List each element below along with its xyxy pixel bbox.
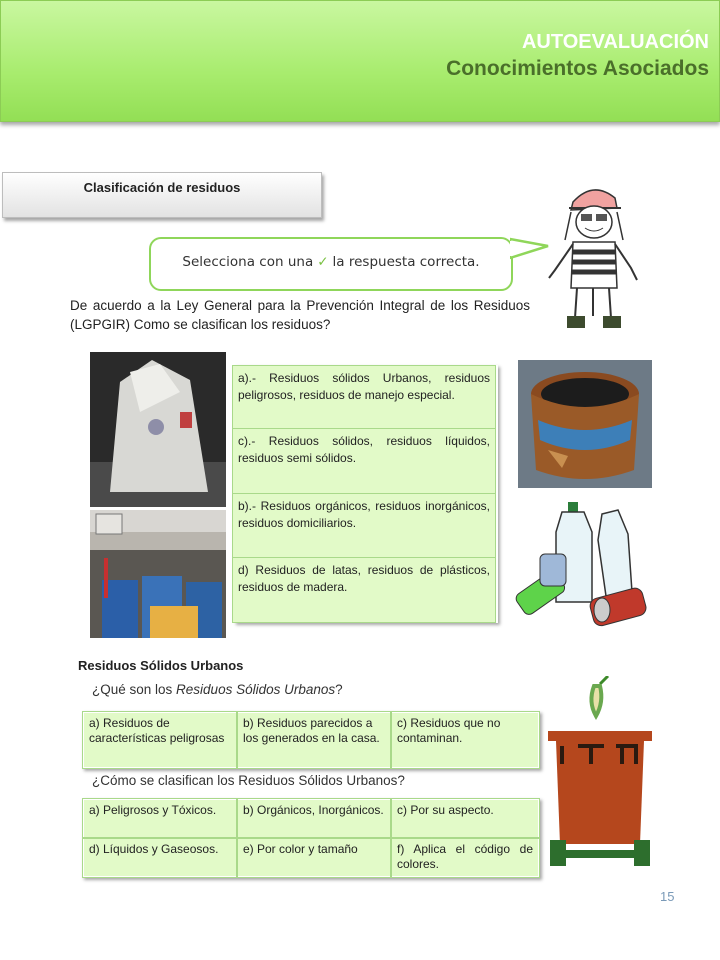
question-1 bbox=[92, 682, 343, 697]
answer-1b[interactable]: b) Residuos parecidos a los generados en la casa. bbox=[237, 712, 391, 768]
answer-2e[interactable]: e) Por color y tamaño bbox=[237, 838, 391, 877]
page-number: 15 bbox=[660, 889, 675, 904]
rsu-heading: Residuos Sólidos Urbanos bbox=[78, 658, 244, 673]
answer-2a[interactable]: a) Peligrosos y Tóxicos. bbox=[83, 799, 237, 838]
answer-2b[interactable]: b) Orgánicos, Inorgánicos. bbox=[237, 799, 391, 838]
instruction-before: Selecciona con una bbox=[182, 254, 314, 270]
bubble-tail bbox=[510, 236, 550, 266]
instruction-bubble bbox=[149, 237, 513, 291]
answer-1c[interactable]: c) Residuos que no contaminan. bbox=[391, 712, 539, 768]
header-subtitle: Conocimientos Asociados bbox=[446, 57, 709, 80]
waste-sack-photo bbox=[90, 352, 226, 507]
rusty-barrel-photo bbox=[518, 360, 652, 488]
intro-question: De acuerdo a la Ley General para la Prevención Integral de los Residuos (LGPGIR) Como se clasifican los residuos? bbox=[70, 298, 530, 332]
header-title: AUTOEVALUACIÓN bbox=[521, 31, 709, 53]
option-a[interactable]: a).- Residuos sólidos Urbanos, residuos peligrosos, residuos de manejo especial. bbox=[232, 365, 496, 431]
answer-2d[interactable]: d) Líquidos y Gaseosos. bbox=[83, 838, 237, 877]
question-1-prefix: ¿Qué son los bbox=[92, 682, 177, 697]
instruction-text bbox=[151, 254, 511, 270]
section-title-box bbox=[2, 172, 322, 218]
question-2: ¿Cómo se clasifican los Residuos Sólidos Urbanos? bbox=[92, 773, 405, 788]
header-banner bbox=[0, 0, 720, 122]
worker-cartoon-illustration bbox=[545, 178, 645, 338]
trash-bin-illustration bbox=[548, 676, 654, 868]
option-c[interactable]: c).- Residuos sólidos, residuos líquidos, residuos semi sólidos. bbox=[232, 428, 496, 494]
waste-drums-photo bbox=[90, 510, 226, 638]
question-1-suffix: ? bbox=[335, 682, 343, 697]
question-1-term: Residuos Sólidos Urbanos bbox=[176, 682, 336, 697]
option-d[interactable]: d) Residuos de latas, residuos de plásticos, residuos de madera. bbox=[232, 557, 496, 623]
table-row bbox=[83, 799, 539, 838]
answer-2f[interactable]: f) Aplica el código de colores. bbox=[391, 838, 539, 877]
answer-1a[interactable]: a) Residuos de características peligrosas bbox=[83, 712, 237, 768]
answer-2c[interactable]: c) Por su aspecto. bbox=[391, 799, 539, 838]
question-1-answers-table bbox=[82, 711, 540, 769]
instruction-after: la respuesta correcta. bbox=[332, 254, 480, 270]
question-2-answers-table bbox=[82, 798, 540, 878]
table-row bbox=[83, 712, 539, 768]
table-row bbox=[83, 838, 539, 877]
cans-bottles-illustration bbox=[512, 492, 656, 636]
section-title: Clasificación de residuos bbox=[83, 180, 241, 195]
check-icon: ✓ bbox=[317, 254, 329, 270]
option-b[interactable]: b).- Residuos orgánicos, residuos inorgánicos, residuos domiciliarios. bbox=[232, 493, 496, 559]
